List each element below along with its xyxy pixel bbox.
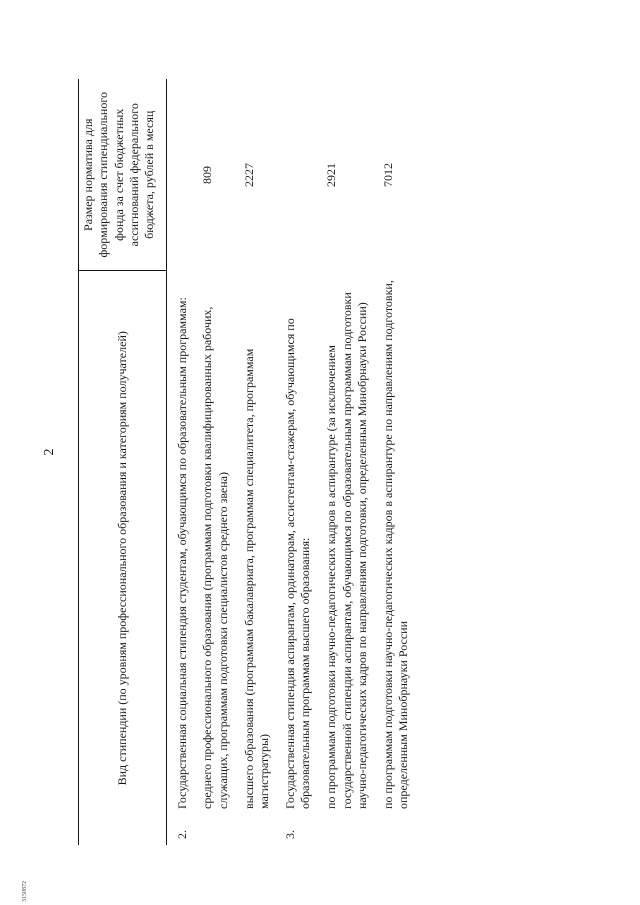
table-row — [166, 79, 198, 845]
table-row — [240, 79, 281, 845]
table-row — [198, 79, 239, 845]
row-number — [379, 813, 420, 845]
row-number — [322, 813, 379, 845]
row-description: по программам подготовки научно-педагогических кадров в аспирантуре по направлениям подготовки, определенным Минобрнауки России — [380, 280, 411, 809]
header-scholarship-type: Вид стипендии (по уровням профессионального образования и категориям получателей) — [79, 271, 167, 845]
scholarship-table — [78, 79, 420, 845]
table-row — [281, 79, 322, 845]
row-description: по программам подготовки научно-педагогических кадров в аспирантуре (за исключением государственной стипендии аспирантам, обучающимся по образовательным программам подготовки научно-педагогических кадров по направлениям подготовки, определенным Минобрнауки России) — [323, 292, 370, 809]
row-number — [240, 813, 281, 845]
row-number: 2. — [174, 830, 189, 839]
row-value: 809 — [200, 166, 215, 184]
table-row — [322, 79, 379, 845]
row-number — [198, 813, 239, 845]
row-description: Государственная стипендия аспирантам, ординаторам, ассистентам-стажерам, обучающимся по образовательным программам высшего образования: — [282, 318, 313, 809]
document-code: 3150872 — [22, 881, 28, 902]
table-row — [379, 79, 420, 845]
row-value — [281, 79, 322, 271]
table-body — [166, 79, 420, 845]
page-number: 2 — [42, 448, 57, 456]
header-norm-amount: Размер норматива для формирования стипендиального фонда за счет бюджетных ассигнований федерального бюджета, рублей в месяц — [79, 79, 167, 271]
row-description: Государственная социальная стипендия студентам, обучающимся по образовательным программам: — [174, 297, 189, 809]
row-value: 2921 — [323, 163, 338, 187]
table-header — [79, 79, 167, 845]
row-value: 2227 — [241, 163, 256, 187]
row-number: 3. — [282, 830, 297, 839]
row-description: высшего образования (программам бакалавриата, программам специалитета, программам магистратуры) — [241, 348, 272, 809]
row-value: 7012 — [380, 163, 395, 187]
row-description: среднего профессионального образования (программам подготовки квалифицированных рабочих, служащих, программам подготовки специалистов среднего звена) — [200, 306, 230, 809]
row-value — [166, 79, 198, 271]
